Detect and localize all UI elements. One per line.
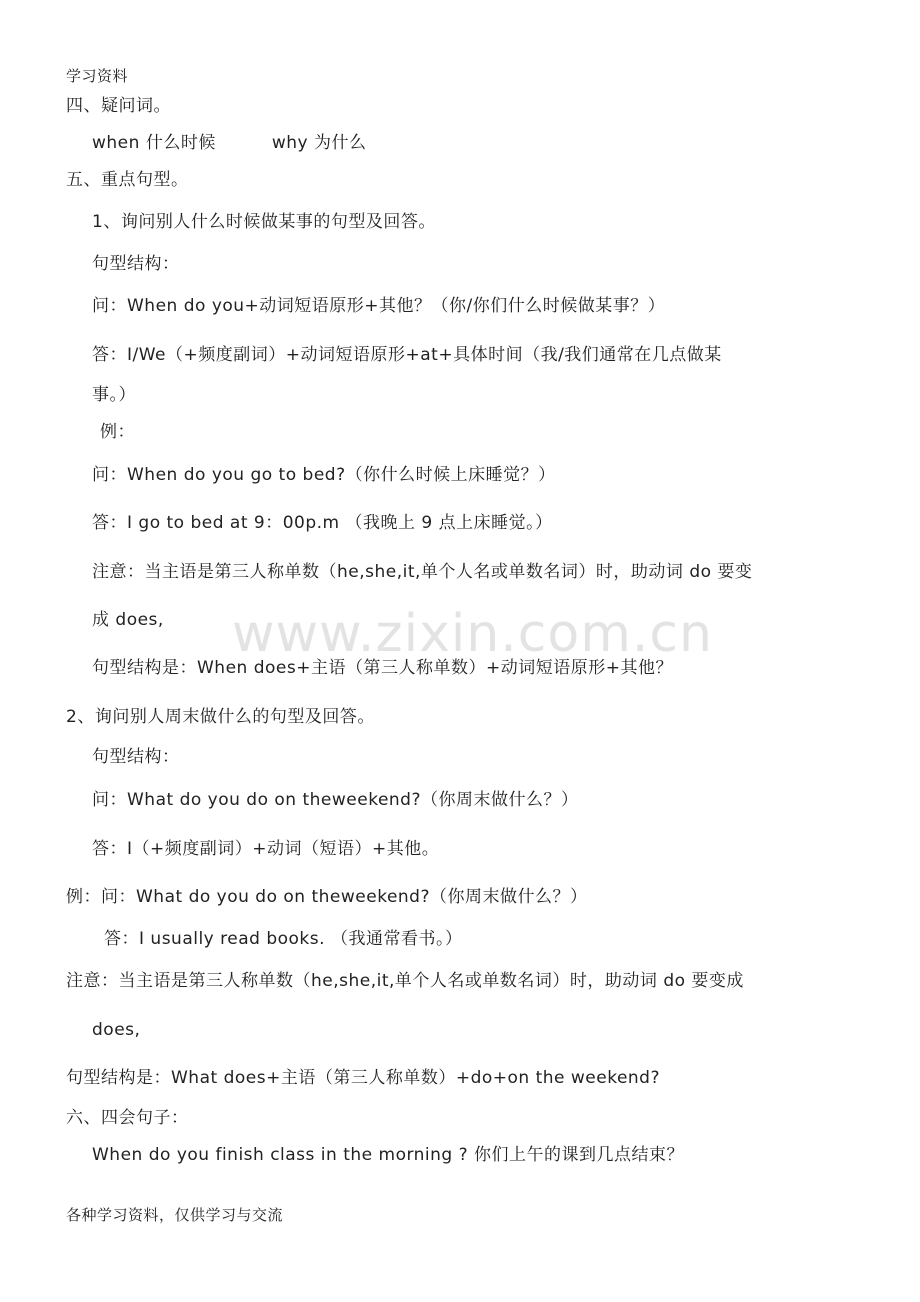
pattern-1-title: 1、询问别人什么时候做某事的句型及回答。 — [92, 212, 436, 232]
watermark: www.zixin.com.cn — [232, 604, 713, 664]
page-header: 学习资料 — [66, 67, 129, 85]
pattern-1-question: 问：When do you+动词短语原形+其他？（你/你们什么时候做某事？） — [92, 296, 666, 316]
example-1-answer: 答：I go to bed at 9：00p.m （我晚上 9 点上床睡觉。） — [92, 513, 553, 533]
example-2-question: 例：问：What do you do on theweekend?（你周末做什么？） — [66, 887, 588, 907]
pattern-1-answer-cont: 事。） — [92, 385, 136, 405]
note-2-cont: does, — [92, 1020, 141, 1040]
section-heading-sentences: 六、四会句子： — [66, 1108, 189, 1128]
note-1-cont: 成 does, — [92, 610, 164, 630]
section-heading-key-patterns: 五、重点句型。 — [66, 170, 189, 190]
pattern-2-question: 问：What do you do on theweekend?（你周末做什么？） — [92, 790, 579, 810]
example-label: 例： — [100, 422, 135, 442]
vocab-why: why 为什么 — [271, 133, 367, 153]
section-heading-question-words: 四、疑问词。 — [66, 96, 171, 116]
sentence-1: When do you finish class in the morning ? 你们上午的课到几点结束？ — [92, 1145, 685, 1165]
pattern-2-title: 2、询问别人周末做什么的句型及回答。 — [66, 707, 375, 727]
pattern-1-third-person-structure: 句型结构是：When does+主语（第三人称单数）+动词短语原形+其他？ — [92, 658, 673, 678]
vocab-when: when 什么时候 — [92, 133, 216, 153]
page-footer: 各种学习资料，仅供学习与交流 — [66, 1206, 284, 1224]
pattern-1-answer: 答：I/We（+频度副词）+动词短语原形+at+具体时间（我/我们通常在几点做某 — [92, 345, 722, 365]
note-2: 注意：当主语是第三人称单数（he,she,it,单个人名或单数名词）时，助动词 do 要变成 — [66, 971, 744, 991]
note-1: 注意：当主语是第三人称单数（he,she,it,单个人名或单数名词）时，助动词 do 要变 — [92, 562, 753, 582]
example-2-answer: 答：I usually read books. （我通常看书。） — [104, 929, 463, 949]
vocab-line — [92, 131, 366, 155]
pattern-2-third-person-structure: 句型结构是：What does+主语（第三人称单数）+do+on the weekend? — [66, 1068, 660, 1088]
pattern-2-structure-label: 句型结构： — [92, 747, 180, 767]
pattern-1-structure-label: 句型结构： — [92, 254, 180, 274]
pattern-2-answer: 答：I（+频度副词）+动词（短语）+其他。 — [92, 839, 440, 859]
example-1-question: 问：When do you go to bed?（你什么时候上床睡觉？） — [92, 465, 556, 485]
